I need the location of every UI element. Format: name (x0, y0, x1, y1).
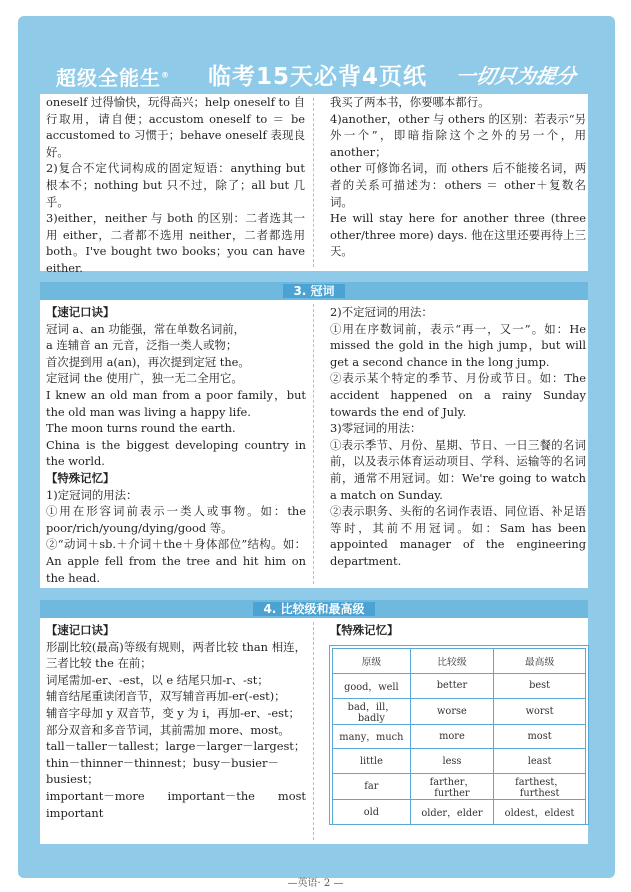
paragraph: ①用在序数词前，表示“再一，又一”。如：He missed the gold in the high jump，but will get a second chance in the long jump. (330, 321, 586, 369)
table-cell: worse (410, 698, 493, 724)
pronoun-left-column (46, 94, 305, 277)
subheading: 【速记口诀】 (46, 305, 115, 319)
paragraph: ①用在形容词前表示一类人或事物。如：the poor/rich/young/dying/good 等。 (46, 504, 306, 535)
column-divider (313, 622, 314, 840)
table-cell: best (494, 673, 586, 698)
rhyme-line: 形副比较(最高)等级有规则，两者比较 than 相连，三者比较 the 在前； (46, 639, 306, 671)
table-cell: old (333, 800, 411, 825)
rhyme-line: 辅音字母加 y 双音节，变 y 为 i，再加-er、-est； (46, 705, 300, 720)
table-cell: older，elder (410, 800, 493, 825)
paragraph: oneself 过得愉快，玩得高兴；help oneself to 自行取用，请自便；accustom oneself to ＝ be accustomed to 习惯于；behave oneself 表现良好。 (46, 95, 305, 159)
rhyme-line: 定冠词 the 使用广，独一无二全用它。 (46, 371, 243, 386)
example-line: tall－taller－tallest；large－larger－largest； (46, 739, 306, 754)
table-header-cell: 最高级 (494, 649, 586, 674)
rhyme-line: 词尾需加-er、-est，以 e 结尾只加-r、-st； (46, 672, 269, 687)
comparison-table (332, 648, 586, 825)
paragraph: 3)零冠词的用法： (330, 421, 422, 436)
table-row (333, 800, 586, 825)
rhyme-line: 冠词 a、an 功能强，常在单数名词前， (46, 321, 246, 336)
table-cell: less (410, 749, 493, 774)
paragraph: ①表示季节、月份、星期、节日、一日三餐的名词前，以及表示体育运动项目、学科、运输等的名词前，通常不用冠词。如：We're going to watch a match on Sunday. (330, 437, 586, 502)
table-cell: more (410, 724, 493, 749)
table-cell: least (494, 749, 586, 774)
table-cell: bad，ill，badly (333, 698, 411, 724)
subheading: 【速记口诀】 (46, 623, 115, 637)
table-cell: better (410, 673, 493, 698)
articles-right-column (330, 304, 586, 570)
subheading: 【特殊记忆】 (46, 470, 115, 485)
articles-panel (40, 282, 588, 588)
rhyme-line: a 连辅音 an 元音，泛指一类人或物； (46, 338, 238, 353)
example-line: important－more important－the most important (46, 788, 306, 820)
rhyme-line: 首次提到用 a(an)，再次提到定冠 the。 (46, 354, 250, 369)
example-line: The moon turns round the earth. (46, 421, 236, 436)
section-title: 4. 比较级和最高级 (253, 602, 374, 616)
section-header-articles (40, 282, 588, 300)
brand-mark: ® (161, 70, 170, 80)
pronoun-right-column (330, 94, 586, 260)
brand-text: 超级全能生 (56, 66, 161, 90)
table-cell: most (494, 724, 586, 749)
table-cell: oldest，eldest (494, 800, 586, 825)
paragraph: ②表示某个特定的季节、月份或节日。如：The accident happened on a rainy Sunday towards the end of July. (330, 371, 586, 419)
table-cell: little (333, 749, 411, 774)
table-cell: far (333, 774, 411, 800)
pronoun-continuation-panel (40, 94, 588, 275)
table-cell: farthest，furthest (494, 774, 586, 800)
table-row (333, 673, 586, 698)
paragraph: 2)复合不定代词构成的固定短语：anything but 根本不；nothing but 只不过，除了；all but 几乎。 (46, 161, 305, 209)
paragraph: ②表示职务、头衔的名词作表语、同位语、补足语等时，其前不用冠词。如：Sam has been appointed manager of the engineering department. (330, 504, 586, 568)
paragraph: 3)either，neither 与 both 的区别：二者选其一用 either，二者都不选用 neither，二者都选用 both。I've bought two books；you can have either. (46, 211, 305, 275)
paragraph: 2)不定冠词的用法： (330, 305, 433, 319)
rhyme-line: 部分双音和多音节词，其前需加 more、most。 (46, 722, 290, 737)
comparison-panel (40, 600, 588, 844)
comparison-left-column (46, 622, 306, 821)
comparison-right-heading-wrap (330, 622, 586, 639)
page-header (18, 16, 615, 90)
table-header-cell: 比较级 (410, 649, 493, 674)
paragraph: 1)定冠词的用法： (46, 487, 138, 502)
example-line: I knew an old man from a poor family，but the old man was living a happy life. (46, 387, 306, 419)
articles-left-column (46, 304, 306, 586)
rhyme-line: 辅音结尾重读闭音节，双写辅音再加-er(-est)； (46, 689, 286, 704)
page-footer: —英语· 2 — (287, 878, 344, 889)
section-header-comparison (40, 600, 588, 618)
brand-logo (56, 62, 170, 91)
page-title: 临考15天必背4页纸 (208, 64, 428, 90)
table-header-row (333, 649, 586, 674)
paragraph: He will stay here for another three (three other/three more) days. 他在这里还要再待上三天。 (330, 211, 586, 259)
table-cell: many，much (333, 724, 411, 749)
table-row (333, 749, 586, 774)
column-divider (313, 98, 314, 267)
table-cell: good，well (333, 673, 411, 698)
slogan: 一切只为提分 (453, 64, 578, 88)
paragraph: other 可修饰名词，而 others 后不能接名词，两者的关系可描述为：others ＝ other＋复数名词。 (330, 161, 586, 209)
example-line: China is the biggest developing country in the world. (46, 437, 306, 469)
subheading: 【特殊记忆】 (330, 623, 399, 637)
table-header-cell: 原级 (333, 649, 411, 674)
table-row (333, 698, 586, 724)
paragraph: ②“动词＋sb.＋介词＋the＋身体部位”结构。如：An apple fell from the tree and hit him on the head. (46, 537, 306, 585)
section-title: 3. 冠词 (283, 284, 344, 298)
paragraph: 4)another，other 与 others 的区别：若表示“另外一个”，即暗指除这个之外的另一个，用 another； (330, 111, 586, 159)
table-cell: worst (494, 698, 586, 724)
paragraph: 我买了两本书，你要哪本都行。 (330, 95, 490, 109)
table-cell: farther，further (410, 774, 493, 800)
example-line: thin－thinner－thinnest；busy－busier－busiest； (46, 755, 279, 787)
column-divider (313, 304, 314, 584)
table-row (333, 724, 586, 749)
table-row (333, 774, 586, 800)
